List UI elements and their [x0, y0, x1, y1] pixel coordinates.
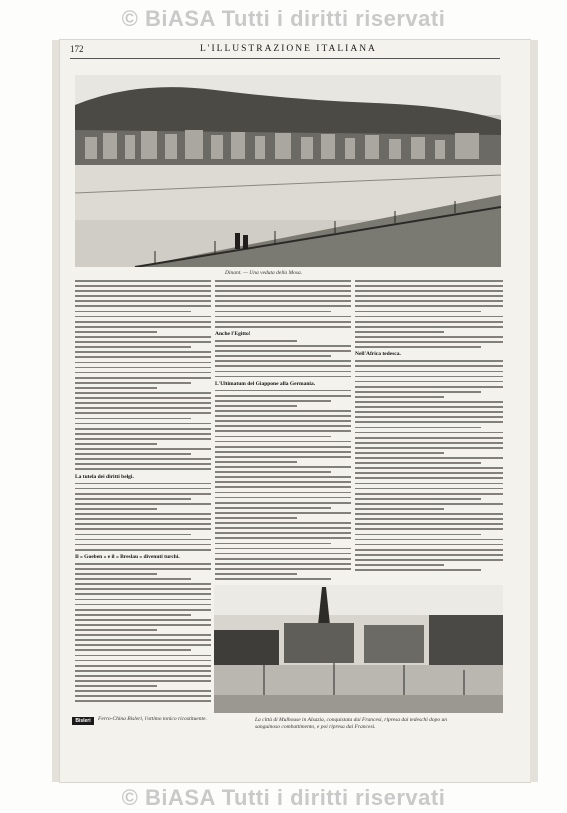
text-line: [215, 355, 331, 357]
text-line: [355, 401, 503, 403]
text-line: [215, 400, 331, 402]
text-line: [75, 285, 211, 287]
text-line: [355, 437, 503, 439]
text-line: [75, 423, 211, 425]
text-line: [215, 532, 351, 534]
text-line: [355, 360, 503, 362]
text-line: [215, 285, 351, 287]
text-line: [75, 588, 211, 590]
text-line: [215, 492, 351, 494]
column-3-text-lines: [355, 280, 503, 571]
bottom-photo-caption: La città di Mulhouse in Alsazia, conquistata dai Francesi, ripresa dai tedeschi dopo un sanguinoso combattimento, e poi ripresa dai Francesi.: [255, 717, 448, 730]
text-line: [75, 670, 211, 672]
text-line: [75, 316, 211, 318]
text-line: [355, 432, 503, 434]
text-line: [75, 377, 211, 379]
text-line: [75, 609, 211, 611]
text-line: [215, 395, 351, 397]
text-line: [355, 406, 503, 408]
text-line: [355, 569, 481, 571]
mulhouse-illustration: [214, 585, 503, 713]
text-line: [215, 290, 351, 292]
text-line: [355, 285, 503, 287]
text-line: [75, 341, 211, 343]
text-line: [75, 528, 211, 530]
text-line: [215, 430, 351, 432]
text-line: [75, 573, 157, 575]
text-line: [355, 311, 481, 313]
text-line: [355, 498, 481, 500]
text-line: [215, 365, 351, 367]
text-line: [355, 386, 503, 388]
text-line: [75, 438, 211, 440]
text-line: [75, 523, 211, 525]
text-line: [215, 311, 331, 313]
text-line: [355, 371, 503, 373]
text-line: [75, 544, 211, 546]
text-line: [215, 300, 351, 302]
section-heading: Il « Goeben » e il « Breslau » divenuti turchi.: [75, 553, 180, 560]
text-line: [75, 549, 211, 551]
text-line: [75, 619, 211, 621]
text-line: [355, 305, 503, 307]
text-line: [355, 508, 444, 510]
text-line: [215, 563, 351, 565]
text-line: [75, 453, 191, 455]
text-line: [355, 472, 503, 474]
text-line: [215, 512, 351, 514]
text-line: [75, 583, 211, 585]
text-line: [355, 518, 503, 520]
text-line: [75, 493, 211, 495]
text-line: [75, 305, 211, 307]
page-number: 172: [70, 44, 84, 54]
text-line: [215, 405, 297, 407]
text-line: [75, 488, 211, 490]
text-line: [75, 563, 211, 565]
text-line: [75, 382, 191, 384]
text-line: [355, 539, 503, 541]
text-column-1: [75, 280, 211, 712]
text-line: [355, 427, 481, 429]
text-line: [75, 634, 211, 636]
text-line: [215, 376, 351, 378]
text-line: [75, 593, 211, 595]
text-line: [75, 458, 211, 460]
text-line: [75, 331, 157, 333]
column-2-text-lines: [215, 280, 351, 580]
text-line: [355, 554, 503, 556]
text-line: [75, 387, 157, 389]
text-line: [355, 391, 481, 393]
section-heading: Anche l'Egitto!: [215, 330, 251, 337]
text-line: [215, 476, 351, 478]
text-line: [75, 367, 211, 369]
text-line: [215, 410, 351, 412]
text-line: [75, 362, 211, 364]
text-line: [355, 336, 503, 338]
text-line: [75, 418, 191, 420]
text-line: [215, 466, 351, 468]
text-line: [75, 655, 211, 657]
text-line: [355, 477, 503, 479]
text-line: [75, 695, 211, 697]
text-line: [75, 295, 211, 297]
text-line: [215, 371, 351, 373]
text-line: [355, 549, 503, 551]
text-line: [215, 350, 351, 352]
text-line: [355, 544, 503, 546]
text-line: [215, 568, 351, 570]
text-line: [75, 336, 211, 338]
text-line: [215, 553, 351, 555]
text-line: [215, 451, 351, 453]
text-line: [75, 311, 191, 313]
photo-mulhouse: [214, 585, 503, 713]
text-line: [355, 396, 444, 398]
section-heading: L'Ultimatum del Giappone alla Germania.: [215, 380, 316, 387]
text-line: [215, 280, 351, 282]
text-line: [75, 518, 211, 520]
text-line: [75, 508, 157, 510]
text-line: [75, 412, 211, 414]
text-line: [75, 629, 157, 631]
text-line: [75, 578, 191, 580]
text-line: [75, 503, 211, 505]
text-line: [355, 326, 503, 328]
text-line: [355, 365, 503, 367]
text-line: [355, 290, 503, 292]
text-line: [215, 420, 351, 422]
text-line: [75, 644, 211, 646]
text-line: [355, 467, 503, 469]
text-line: [355, 316, 503, 318]
text-line: [215, 340, 297, 342]
text-line: [355, 559, 503, 561]
text-line: [75, 321, 211, 323]
text-line: [215, 316, 351, 318]
text-line: [215, 537, 351, 539]
text-line: [355, 421, 503, 423]
text-line: [215, 446, 351, 448]
text-line: [215, 425, 351, 427]
text-line: [75, 539, 211, 541]
text-line: [215, 558, 351, 560]
text-line: [215, 578, 331, 580]
text-line: [75, 498, 191, 500]
text-line: [355, 411, 503, 413]
text-line: [75, 356, 211, 358]
text-line: [215, 543, 331, 545]
text-line: [75, 599, 211, 601]
text-line: [215, 522, 351, 524]
text-line: [215, 456, 351, 458]
text-line: [215, 573, 297, 575]
text-line: [355, 321, 503, 323]
text-line: [215, 497, 351, 499]
river-town-illustration: [75, 75, 501, 267]
text-line: [355, 416, 503, 418]
text-line: [215, 517, 297, 519]
text-line: [355, 528, 503, 530]
top-photo-caption: Dinant. — Una veduta della Mosa.: [225, 270, 303, 276]
text-line: [355, 564, 444, 566]
text-line: [215, 415, 351, 417]
text-line: [75, 346, 191, 348]
text-line: [75, 392, 211, 394]
text-line: [75, 685, 157, 687]
text-line: [215, 471, 331, 473]
text-line: [75, 690, 211, 692]
text-line: [75, 534, 191, 536]
text-line: [355, 341, 503, 343]
text-line: [215, 360, 351, 362]
text-line: [75, 402, 211, 404]
text-line: [355, 346, 481, 348]
text-line: [215, 486, 351, 488]
page-header: [70, 44, 520, 58]
text-line: [75, 700, 211, 702]
text-line: [355, 331, 444, 333]
text-line: [355, 300, 503, 302]
text-line: [215, 345, 351, 347]
text-line: [355, 462, 481, 464]
text-line: [215, 390, 351, 392]
text-line: [355, 523, 503, 525]
page-edge-right: [530, 40, 538, 782]
text-line: [75, 568, 211, 570]
text-line: [215, 436, 331, 438]
text-line: [75, 443, 157, 445]
text-line: [75, 680, 211, 682]
text-line: [75, 433, 211, 435]
text-line: [75, 351, 211, 353]
text-line: [215, 295, 351, 297]
text-line: [215, 481, 351, 483]
text-line: [75, 397, 211, 399]
text-line: [215, 548, 351, 550]
header-rule: [70, 58, 500, 59]
text-line: [355, 534, 481, 536]
text-line: [75, 372, 211, 374]
column-1-text-lines: [75, 280, 211, 702]
text-line: [75, 468, 211, 470]
text-line: [75, 483, 211, 485]
text-line: [75, 326, 211, 328]
advert-text: Ferro-China Bisleri, l'ottimo tonico ricostituente.: [98, 716, 207, 722]
text-line: [215, 507, 331, 509]
text-line: [215, 441, 351, 443]
text-line: [215, 321, 351, 323]
section-heading: Nell'Africa tedesca.: [355, 351, 401, 358]
text-line: [75, 513, 211, 515]
text-line: [75, 624, 211, 626]
text-line: [75, 300, 211, 302]
text-line: [355, 483, 503, 485]
text-line: [75, 604, 211, 606]
text-line: [355, 488, 503, 490]
text-line: [355, 442, 503, 444]
text-line: [75, 675, 211, 677]
text-line: [355, 295, 503, 297]
running-title: L'ILLUSTRAZIONE ITALIANA: [200, 44, 377, 54]
text-line: [215, 326, 351, 328]
advertisement: [72, 716, 210, 756]
text-line: [355, 503, 503, 505]
text-line: [355, 381, 503, 383]
text-line: [75, 290, 211, 292]
text-line: [75, 448, 211, 450]
text-line: [355, 493, 503, 495]
watermark-top: © BiASA Tutti i diritti riservati: [121, 6, 446, 31]
photo-river-town: [75, 75, 501, 267]
text-line: [355, 447, 503, 449]
text-line: [215, 527, 351, 529]
text-line: [75, 428, 211, 430]
text-line: [355, 452, 444, 454]
text-line: [215, 305, 351, 307]
text-line: [215, 461, 297, 463]
text-line: [75, 649, 191, 651]
text-line: [355, 513, 503, 515]
text-line: [75, 614, 191, 616]
watermark-bottom: © BiASA Tutti i diritti riservati: [121, 785, 446, 810]
section-heading: La tutela dei diritti belgi.: [75, 473, 134, 480]
text-line: [75, 639, 211, 641]
text-line: [75, 660, 211, 662]
text-line: [355, 376, 503, 378]
advert-logo: Bisleri: [72, 717, 94, 725]
text-line: [215, 502, 351, 504]
page-edge-left: [52, 40, 60, 782]
text-line: [355, 280, 503, 282]
text-line: [75, 665, 211, 667]
text-column-3: [355, 280, 503, 580]
text-line: [75, 463, 211, 465]
text-line: [75, 280, 211, 282]
text-line: [75, 407, 211, 409]
text-line: [355, 457, 503, 459]
text-column-2: [215, 280, 351, 580]
